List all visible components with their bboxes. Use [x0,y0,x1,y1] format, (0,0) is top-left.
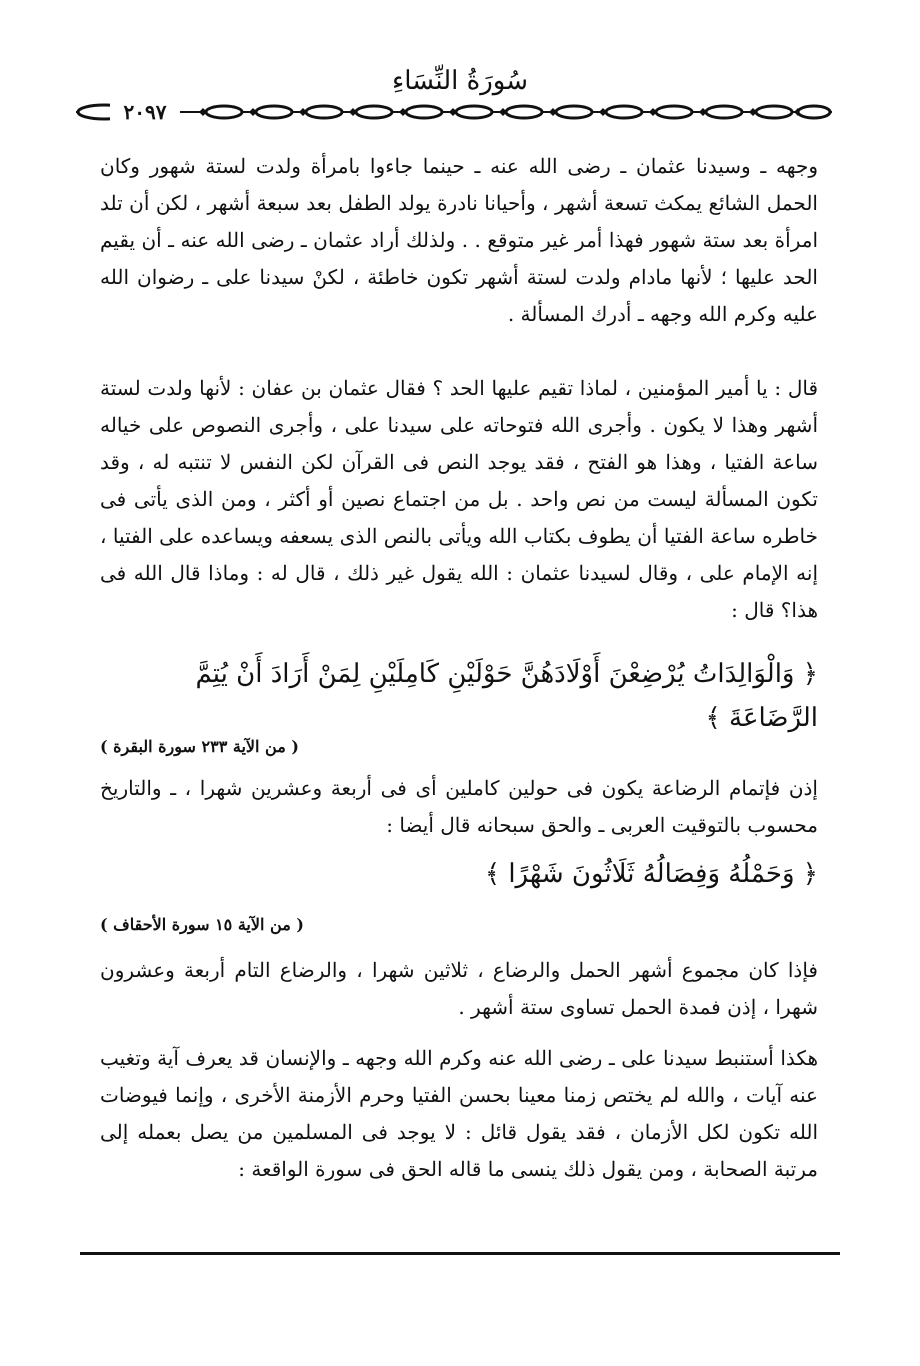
ornate-bracket-close-icon: ﴾ [705,703,721,733]
quran-verse-2 [100,852,818,896]
paragraph-2: قال : يا أمير المؤمنين ، لماذا تقيم عليها الحد ؟ فقال عثمان بن عفان : لأنها ولدت لستة أشهر وهذا لا يكون . وأجرى الله فتوحاته على سيدنا على ، وأجرى النصوص على خياله ساعة الفتيا ، وهذا هو الفتح ، فقد يوجد النص فى القرآن لكن النفس لا تنتبه له ، وقد تكون المسألة ليست من نص واحد . بل من اجتماع نصين أو أكثر ، ومن الذى يأتى فى خاطره ساعة الفتيا أن يطوف بكتاب الله ويأتى بالنص الذى يسعفه ويساعده على الفتيا ، إنه الإمام على ، وقال لسيدنا عثمان : الله يقول غير ذلك ، قال له : وماذا قال الله فى هذا؟ قال : [100,376,818,622]
surah-title: سُورَةُ النِّسَاءِ [392,66,528,96]
paragraph-4: فإذا كان مجموع أشهر الحمل والرضاع ، ثلاثين شهرا ، والرضاع التام أربعة وعشرون شهرا ، إذن فمدة الحمل تساوى ستة أشهر . [100,958,818,1019]
verse-2-text: وَحَمْلُهُ وَفِصَالُهُ ثَلَاثُونَ شَهْرًا [508,859,795,889]
verse-1-reference: ( من الآية ٢٣٣ سورة البقرة ) [100,737,299,756]
page-number: ٢٠٩٧ [110,98,180,126]
paragraph-3: إذن فإتمام الرضاعة يكون فى حولين كاملين أى فى أربعة وعشرين شهرا ، ـ والتاريخ محسوب بالتوقيت العربى ـ والحق سبحانه قال أيضا : [100,776,818,837]
bottom-divider [80,1252,840,1255]
ornate-bracket-open-icon: ﴿ [802,659,818,689]
ornate-bracket-open-icon: ﴿ [802,859,818,889]
paragraph-5: هكذا أستنبط سيدنا على ـ رضى الله عنه وكرم الله وجهه ـ والإنسان قد يعرف آية وتغيب عنه آيات ، والله لم يختص زمنا معينا بحسن الفتيا وحرم الأزمنة الأخرى ، وإنما فيوضات الله تكون لكل الأزمان ، فقد يقول قائل : لا يوجد فى المسلمين من يصل بعمله إلى مرتبة الصحابة ، ومن يقول ذلك ينسى ما قاله الحق فى سورة الواقعة : [100,1046,818,1181]
ornate-bracket-close-icon: ﴾ [484,859,501,889]
ornamental-chain-border [74,98,834,126]
verse-1-text: وَالْوَالِدَاتُ يُرْضِعْنَ أَوْلَادَهُنَّ حَوْلَيْنِ كَامِلَيْنِ لِمَنْ أَرَادَ أَنْ يُتِمَّ الرَّضَاعَةَ [195,659,818,733]
verse-2-reference: ( من الآية ١٥ سورة الأحقاف ) [100,915,304,934]
quran-verse-1 [100,652,818,740]
paragraph-1: وجهه ـ وسيدنا عثمان ـ رضى الله عنه ـ حينما جاءوا بامرأة ولدت لستة شهور وكان الحمل الشائع يمكث تسعة أشهر ، وأحيانا نادرة يولد الطفل بعد سبعة أشهر ، لكن أن تلد امرأة بعد ستة شهور فهذا أمر غير متوقع . . ولذلك أراد عثمان ـ رضى الله عنه ـ أن يقيم الحد عليها ؛ لأنها مادام ولدت لستة أشهر تكون خاطئة ، لكنْ سيدنا على ـ رضوان الله عليه وكرم الله وجهه ـ أدرك المسألة . [100,154,818,326]
